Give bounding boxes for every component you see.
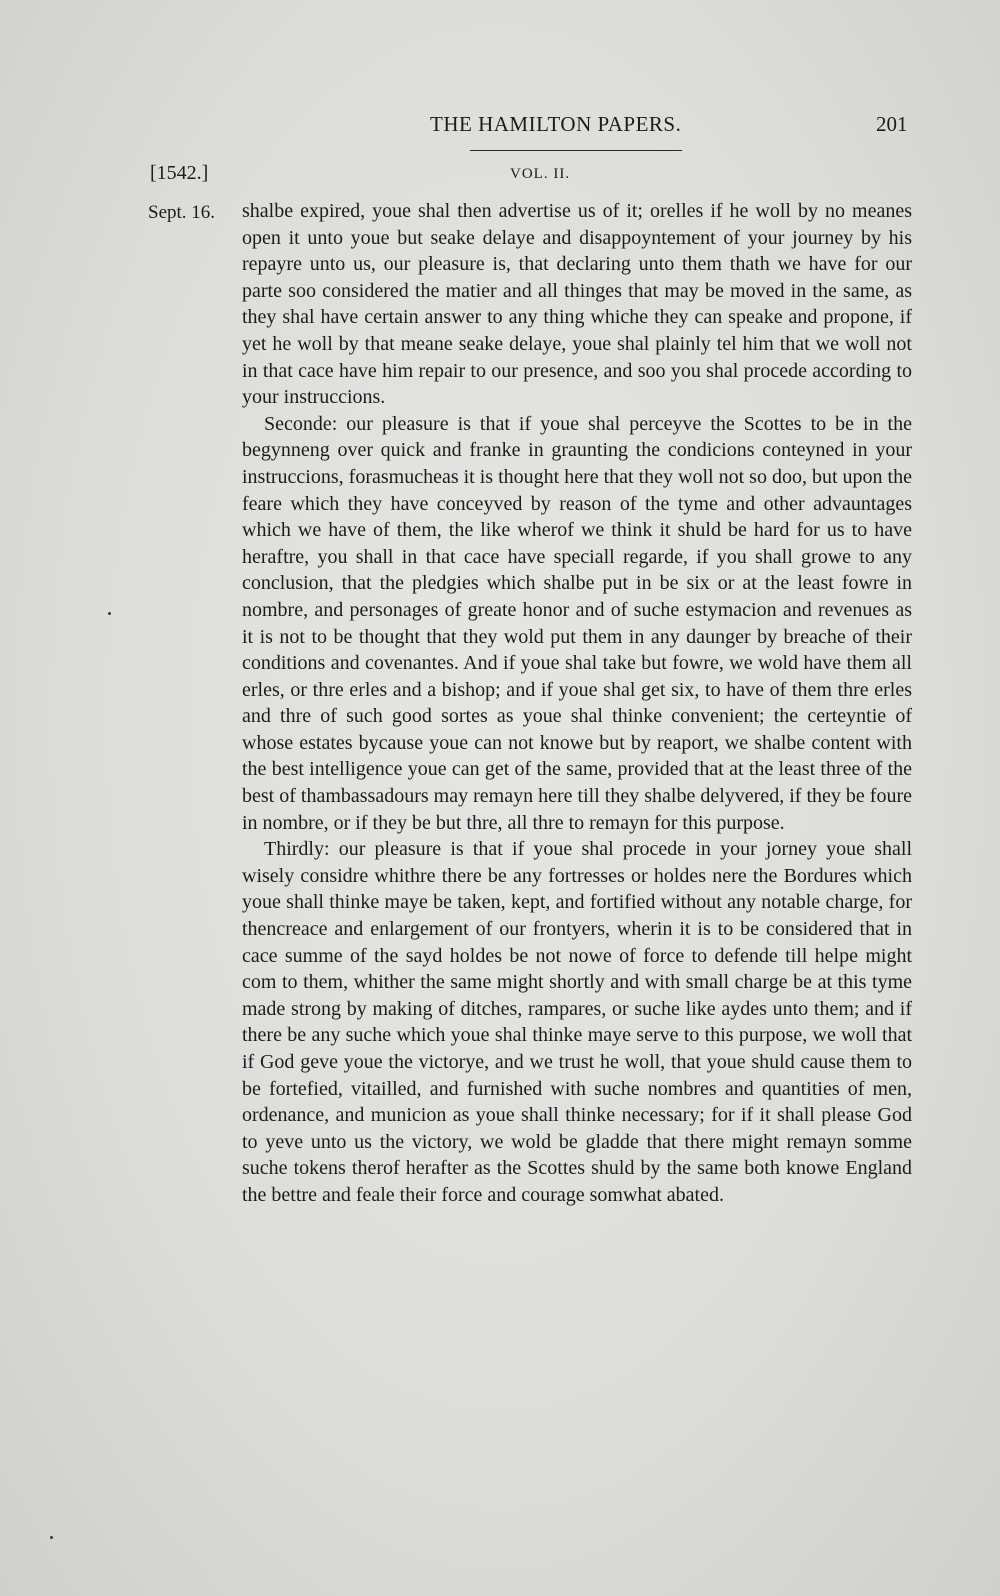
paragraph-1: shalbe expired, youe shal then advertise us of it; orelles if he woll by no meanes open it unto youe but seake delaye and disappoyntement of your journey by his repayre unto us, our pleasure is, that declaring unto them thath we have for our parte soo considered the matier and all thinges that may be moved in the same, as they shal have certain answer to any thing whiche they can speake and propone, if yet he woll by that meane seake delaye, youe shal plainly tel him that we woll not in that cace have him repair to our presence, and soo you shal procede according to your instruccions. [242, 200, 912, 409]
paper-speck [50, 1536, 53, 1539]
year-label: [1542.] [150, 162, 209, 184]
margin-date: Sept. 16. [148, 202, 216, 223]
volume-label: VOL. II. [510, 166, 571, 182]
running-header: THE HAMILTON PAPERS. [430, 112, 682, 136]
header-rule [470, 150, 682, 151]
paragraph-2: Seconde: our pleasure is that if youe shal perceyve the Scottes to be in the begynneng over quick and franke in grаunting the condicions conteyned in your instruccions, forasmucheas it is thought here that they woll not so doo, but upon the feare which they have conceyved by reason of the tyme and other advauntages which we have of them, the like wherof we think it shuld be hard for us to have heraftre, you shall in that cace have speciall regarde, if you shall growe to any conclusion, that the pledgies which shalbe put in be six or at the least fowre in nombre, and personages of greate honor and of suche estymacion and revenues as it is not to be thought that they wold put them in any daunger by breache of their conditions and covenantes. And if youe shal take but fowre, we wold have them all erles, or thre erles and a bishop; and if youe shal get six, to have of them thre erles and thre of such good sortes as youe shal thinke convenient; the certeyntie of whose estates bycause youe can not knowe but by reaport, we shalbe content with the best intelligence youe can get of the same, provided that at the least three of the best of thambassadours may remayn here till they shalbe delyvered, if they be foure in nombre, or if they be but thre, all thre to remayn for this purpose. [242, 412, 912, 834]
page-number: 201 [876, 112, 908, 136]
paragraph-3: Thirdly: our pleasure is that if youe shal procede in your jorney youe shall wisely considre whithre there be any fortresses or holdes nere the Bordures which youe shall thinke maye be taken, kept, and fortified without any notable charge, for thencreace and enlargement of our frontyers, wherin it is to be considered that in cace summe of the sayd holdes be not nowe of force to defende till helpe might com to them, whither the same might shortly and with small charge be at this tyme made strong by making of ditches, rampares, or suche like aydes unto them; and if there be any suche which youe shal thinke maye serve to this purpose, we woll that if God geve youe the victorye, and we trust he woll, that youe shuld cause them to be fortefied, vitailled, and furnished with suche nombres and quantities of men, ordenance, and municion as youe shall thinke necessary; for if it shall please God to yeve unto us the victory, we wold be gladde that there might remayn somme suche tokens therof herafter as the Scottes shuld by the same both knowe England the bettre and feale their force and courage somwhat abated. [242, 838, 912, 1206]
paper-speck [108, 612, 111, 615]
body-text [242, 198, 912, 1209]
